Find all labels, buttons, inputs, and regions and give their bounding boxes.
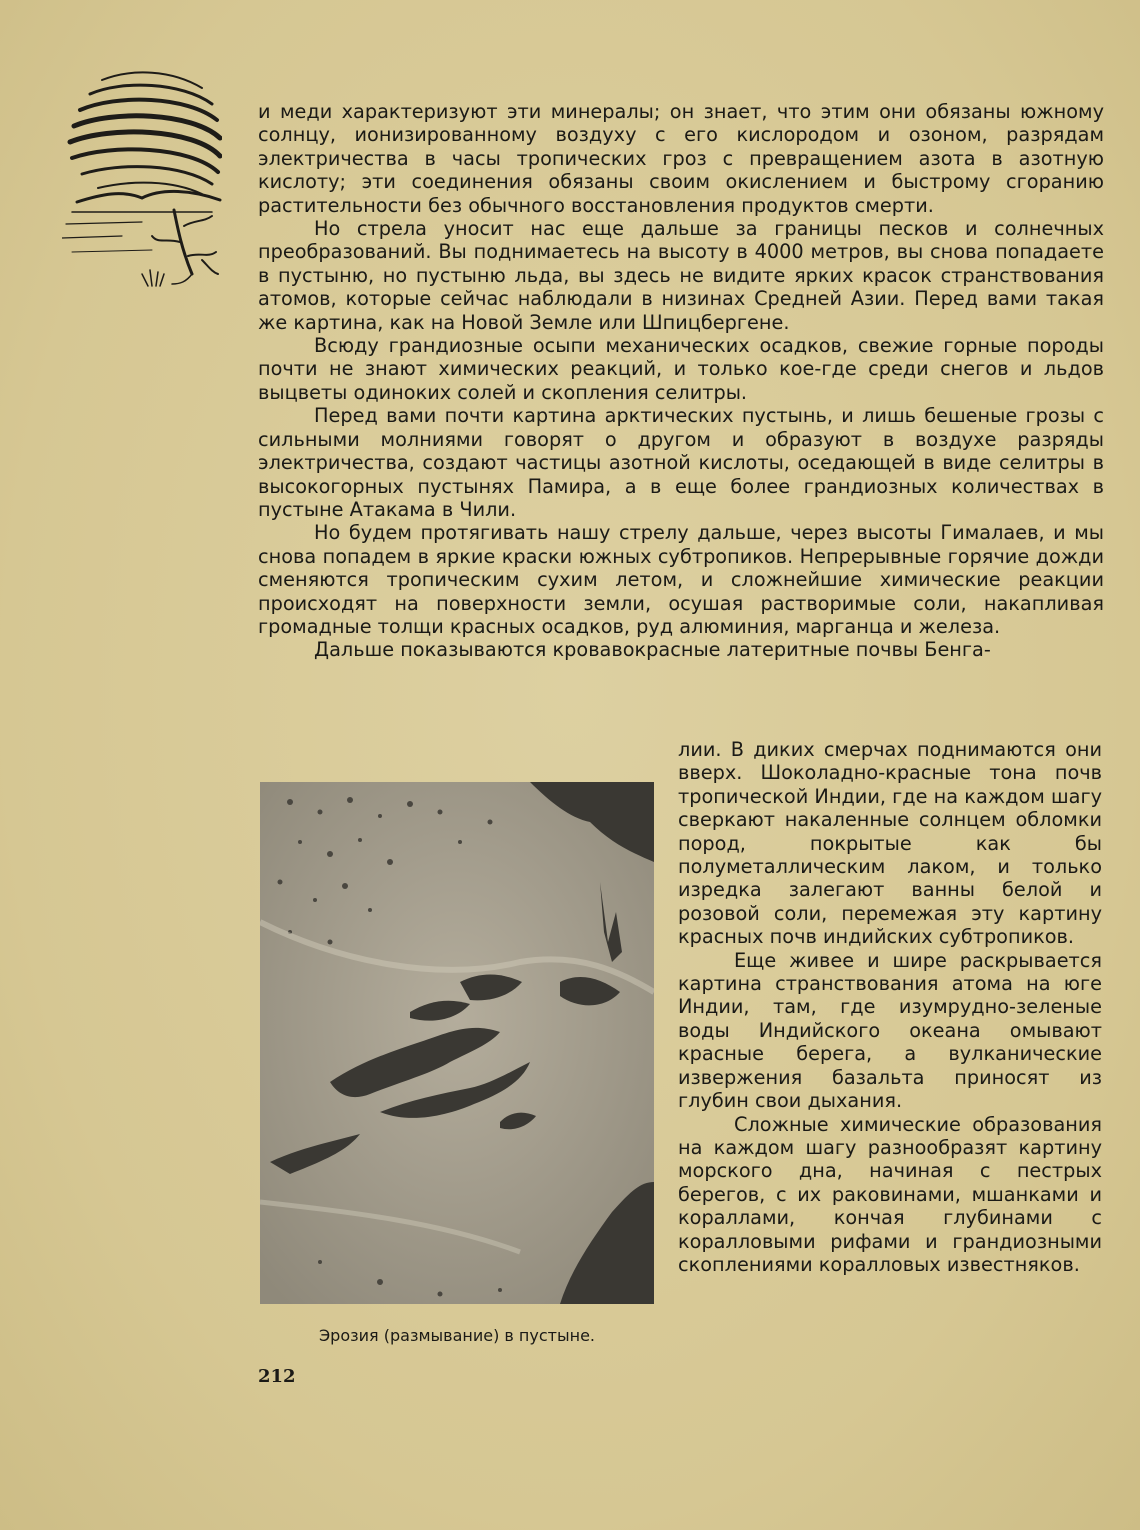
paragraph: Еще живее и шире раскрывается картина странствования атома на юге Индии, там, где изумрудно-зеленые воды Индийского океана омывают красные берега, а вулканические извержения базальта приносят из глубин свои дыхания.	[678, 948, 1102, 1113]
paragraph: лии. В диких смерчах поднимаются они вверх. Шоколадно-красные тона почв тропической Индии, где на каждом шагу сверкают накаленные солнцем обломки пород, покрытые как бы полуметаллическим лаком, и только изредка залегают ванны белой и розовой соли, перемежая эту картину красных почв индийских субтропиков.	[678, 738, 1102, 949]
paragraph: Дальше показываются кровавокрасные латеритные почвы Бенга-	[314, 638, 991, 662]
landscape-vignette-illustration	[62, 60, 222, 290]
page-number: 212	[258, 1366, 296, 1387]
paragraph: Перед вами почти картина арктических пустынь, и лишь бешеные грозы с сильными молниями говорят о другом и образуют в воздухе разряды электричества, создают частицы азотной кислоты, оседающей в виде селитры в высокогорных пустынях Памира, а в еще более грандиозных количествах в пустыне Атакама в Чили.	[258, 404, 1104, 521]
paragraph: Но будем протягивать нашу стрелу дальше, через высоты Гималаев, и мы снова попадем в яркие краски южных субтропиков. Непрерывные горячие дожди сменяются тропическим сухим летом, и сложнейшие химические реакции происходят на поверхности земли, осушая растворимые соли, накапливая громадные толщи красных осадков, руд алюминия, марганца и железа.	[258, 521, 1104, 638]
paragraph: Всюду грандиозные осыпи механических осадков, свежие горные породы почти не знают химических реакций, и только кое-где среди снегов и льдов выцветы одиноких солей и скопления селитры.	[258, 334, 1104, 404]
paragraph: Сложные химические образования на каждом шагу разнообразят картину морского дна, начиная с пестрых берегов, с их раковинами, мшанками и кораллами, кончая глубинами с коралловыми рифами и грандиозными скоплениями коралловых известняков.	[678, 1112, 1102, 1276]
erosion-photo	[260, 782, 654, 1304]
main-text-column	[258, 100, 1104, 662]
figure-caption: Эрозия (размывание) в пустыне.	[319, 1326, 595, 1345]
paragraph: Но стрела уносит нас еще дальше за границы песков и солнечных преобразований. Вы поднимаетесь на высоту в 4000 метров, вы снова попадаете в пустыню, но пустыню льда, вы здесь не видите ярких красок странствования атомов, которые сейчас наблюдали в низинах Средней Азии. Перед вами такая же картина, как на Новой Земле или Шпицбергене.	[258, 217, 1104, 334]
paragraph: и меди характеризуют эти минералы; он знает, что этим они обязаны южному солнцу, ионизированному воздуху с его кислородом и озоном, разрядам электричества в часы тропических гроз с превращением азота в азотную кислоту; эти соединения обязаны своим окислением и быстрому сгоранию растительности без обычного восстановления продуктов смерти.	[258, 100, 1104, 217]
side-text-column	[678, 738, 1102, 1276]
